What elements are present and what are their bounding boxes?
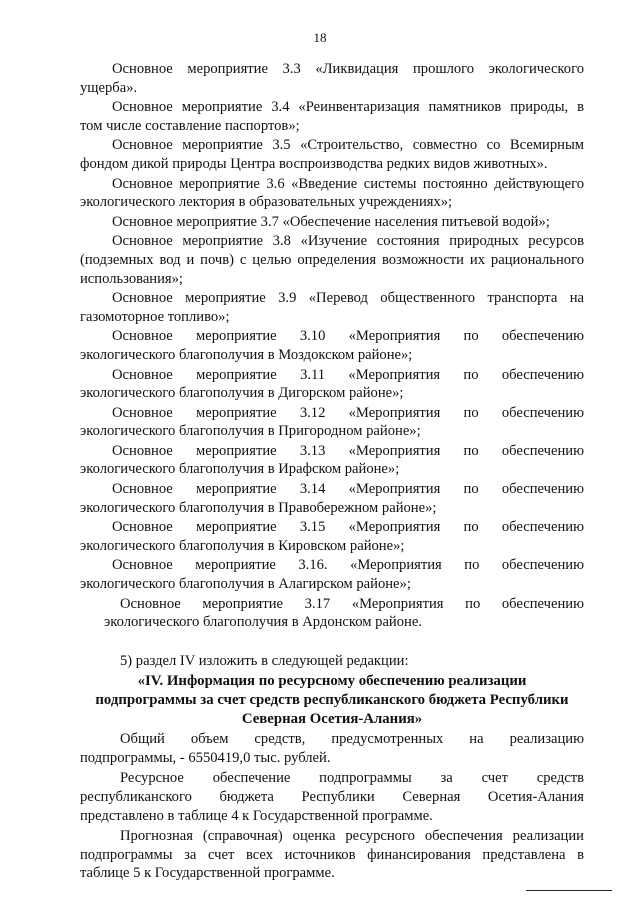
section-heading-line: Северная Осетия-Алания» [241,710,423,727]
measure-text: Основное мероприятие 3.7 «Обеспечение населения питьевой водой»; [112,213,550,230]
measure-text: газомоторное топливо»; [80,308,230,325]
measure-text: Основное мероприятие 3.12 «Мероприятия по обеспечению [112,404,584,421]
measure-text: Основное мероприятие 3.8 «Изучение состояния природных ресурсов [112,233,584,250]
measure-3-6 [80,175,584,212]
document-body [80,60,584,883]
measure-text: экологического лектория в образовательных учреждениях»; [80,194,453,211]
paragraph-line: подпрограммы за счет всех источников финансирования представлена в [80,846,584,863]
amendment-instruction: 5) раздел IV изложить в следующей редакции: [120,652,409,669]
measure-text: Основное мероприятие 3.4 «Реинвентаризация памятников природы, в [112,99,584,116]
measure-text: Основное мероприятие 3.10 «Мероприятия по обеспечению [112,328,584,345]
measure-3-11 [80,366,584,403]
measure-3-12 [80,404,584,441]
paragraph-line: Общий объем средств, предусмотренных на реализацию [120,731,584,748]
section-heading-line: «IV. Информация по ресурсному обеспечению реализации [137,673,527,690]
measure-text: Основное мероприятие 3.15 «Мероприятия по обеспечению [112,519,584,536]
measure-text: фондом дикой природы Центра воспроизводства редких видов животных». [80,155,548,172]
paragraph-line: подпрограммы, - 6550419,0 тыс. рублей. [80,749,331,766]
measure-text: экологического благополучия в Ирафском районе»; [80,461,400,478]
measure-text: Основное мероприятие 3.5 «Строительство, совместно со Всемирным [112,137,584,154]
paragraph-total-funding [80,730,584,767]
measure-text: использования»; [80,270,183,287]
paragraph-line: Прогнозная (справочная) оценка ресурсного обеспечения реализации [120,828,584,845]
paragraph-resource-support [80,769,584,825]
footer-rule [526,890,612,891]
measure-3-16 [80,556,584,593]
paragraph-line: Ресурсное обеспечение подпрограммы за счет средств [120,770,584,787]
measure-3-3 [80,60,584,97]
measure-3-7 [80,213,584,232]
measure-text: экологического благополучия в Моздокском районе»; [80,346,413,363]
paragraph-line: таблице 5 к Государственной программе. [80,865,335,882]
measure-text: Основное мероприятие 3.13 «Мероприятия по обеспечению [112,442,584,459]
measure-text: Основное мероприятие 3.16. «Мероприятия по обеспечению [112,557,584,574]
measure-text: экологического благополучия в Пригородном районе»; [80,423,421,440]
measure-3-17 [104,595,584,632]
measure-text: экологического благополучия в Ардонском районе. [104,614,422,631]
measure-text: Основное мероприятие 3.6 «Введение системы постоянно действующего [112,175,584,192]
measure-text: Основное мероприятие 3.11 «Мероприятия по обеспечению [112,366,584,383]
measure-text: Основное мероприятие 3.14 «Мероприятия по обеспечению [112,481,584,498]
measure-text: экологического благополучия в Алагирском районе»; [80,576,411,593]
measure-text: экологического благополучия в Правобережном районе»; [80,499,437,516]
measure-3-9 [80,289,584,326]
section-heading-line: подпрограммы за счет средств республиканского бюджета Республики [95,692,569,708]
page-number: 18 [313,30,327,45]
measure-3-14 [80,480,584,517]
paragraph-forecast [80,827,584,883]
measure-text: экологического благополучия в Дигорском районе»; [80,385,404,402]
measure-text: Основное мероприятие 3.3 «Ликвидация прошлого экологического [112,61,584,77]
measure-text: экологического благополучия в Кировском районе»; [80,537,405,554]
measure-text: ущерба». [80,79,138,96]
measure-text: Основное мероприятие 3.9 «Перевод общественного транспорта на [112,290,584,307]
measure-text: Основное мероприятие 3.17 «Мероприятия по обеспечению [120,595,584,612]
measure-3-8 [80,232,584,288]
measure-text: том числе составление паспортов»; [80,117,300,134]
paragraph-line: представлено в таблице 4 к Государственной программе. [80,807,433,824]
paragraph-line: республиканского бюджета Республики Северная Осетия-Алания [80,788,584,805]
measure-3-4 [80,98,584,135]
measure-3-15 [80,518,584,555]
measure-text: (подземных вод и почв) с целью определения возможности их рационального [80,251,584,268]
section-heading [80,672,584,728]
measure-3-5 [80,136,584,173]
measure-3-10 [80,327,584,364]
measure-3-13 [80,442,584,479]
